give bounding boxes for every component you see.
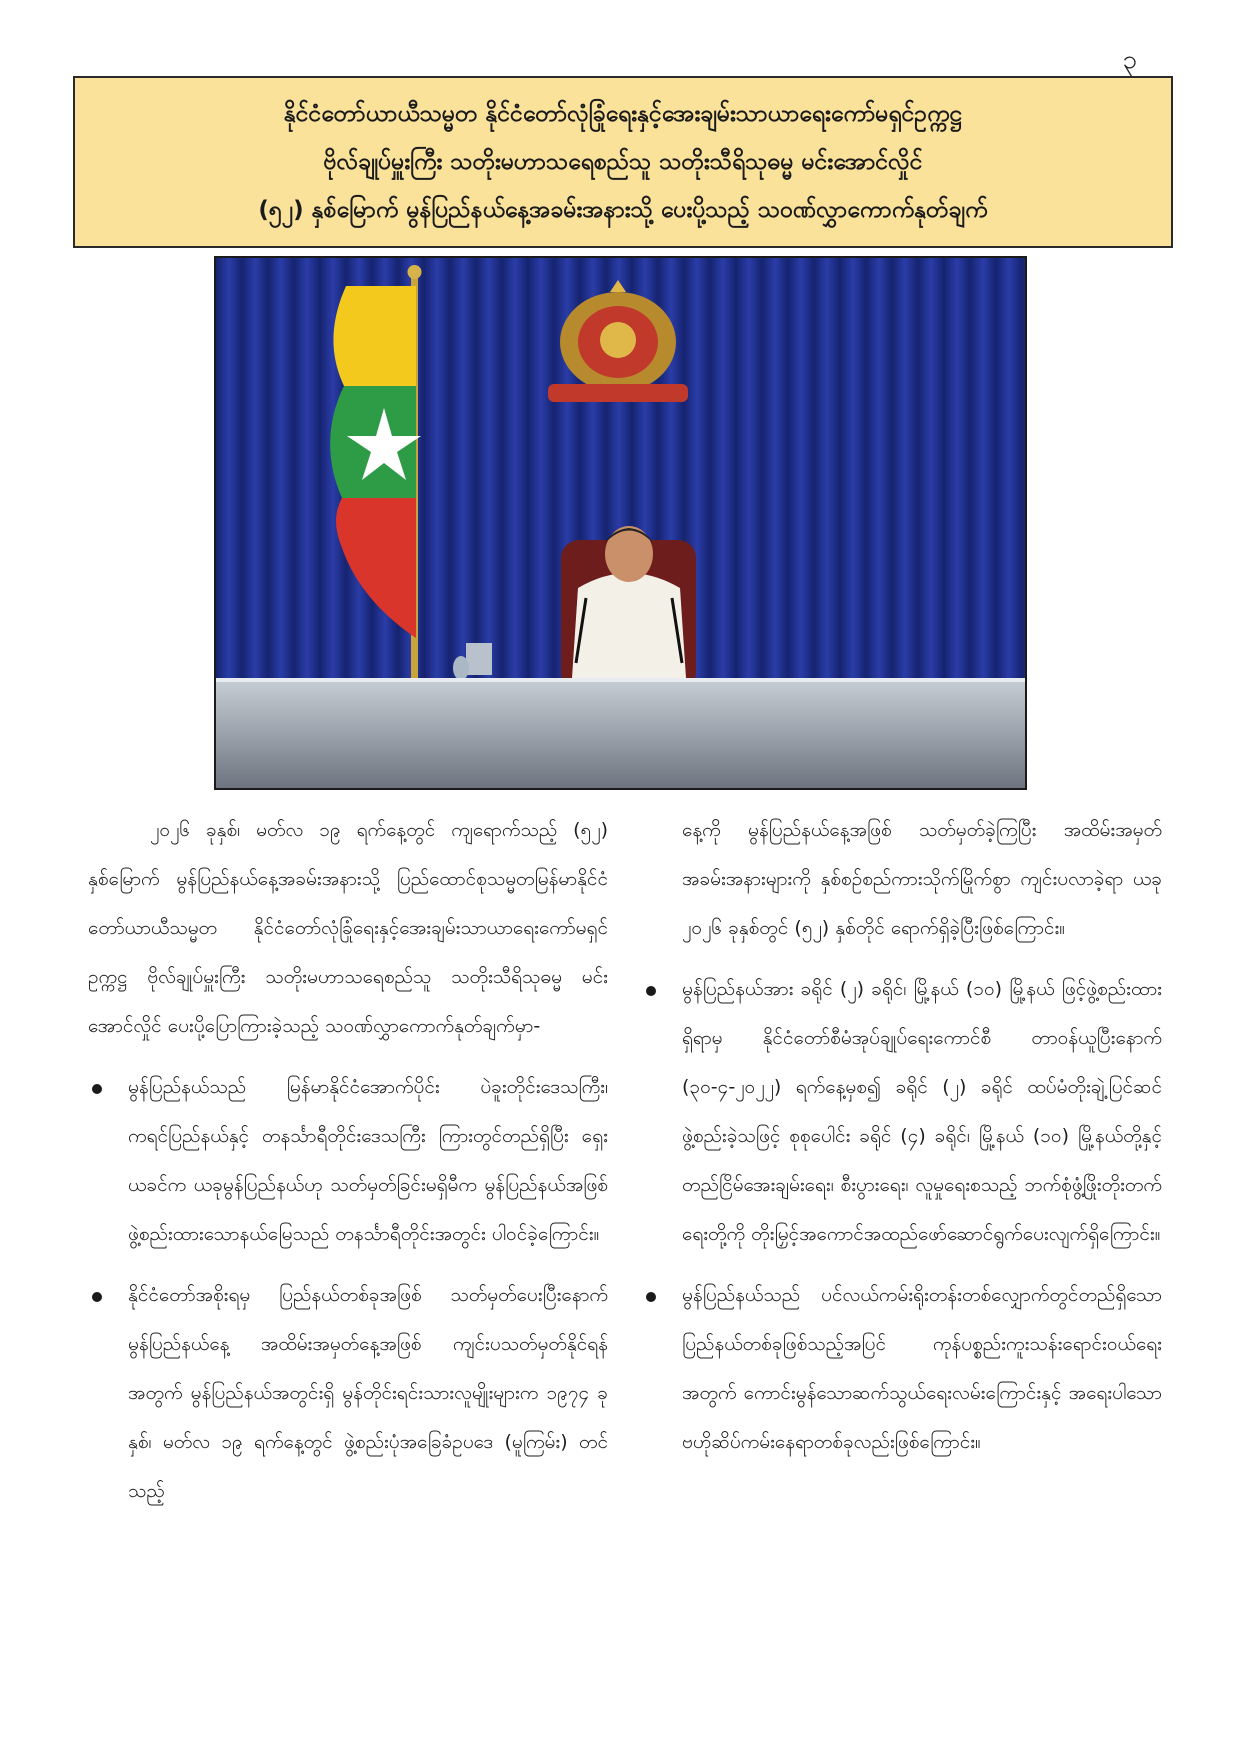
list-item	[88, 1271, 608, 1516]
page-number: ၃	[1122, 45, 1137, 75]
headline-line-2: ဗိုလ်ချုပ်မှူးကြီး သတိုးမဟာသရေစည်သူ သတိုးသီရိသုဓမ္မ မင်းအောင်လှိုင်	[323, 149, 923, 175]
bullet-text: နိုင်ငံတော်အစိုးရမှ ပြည်နယ်တစ်ခုအဖြစ် သတ်မှတ်ပေးပြီးနောက် မွန်ပြည်နယ်နေ့ အထိမ်းအမှတ်နေ့အဖြစ် ကျင်းပသတ်မှတ်နိုင်ရန်အတွက် မွန်ပြည်နယ်အတွင်းရှိ မွန်တိုင်းရင်းသားလူမျိုးများက ၁၉၇၄ ခုနှစ်၊ မတ်လ ၁၉ ရက်နေ့တွင် ဖွဲ့စည်းပုံအခြေခံဥပဒေ (မူကြမ်း) တင်သည့်	[128, 1284, 608, 1502]
bullet-text: မွန်ပြည်နယ်သည် မြန်မာနိုင်ငံအောက်ပိုင်း ပဲခူးတိုင်းဒေသကြီး၊ ကရင်ပြည်နယ်နှင့် တနင်္သာရီတိုင်းဒေသကြီး ကြားတွင်တည်ရှိပြီး ရှေးယခင်က ယခုမွန်ပြည်နယ်ဟု သတ်မှတ်ခြင်းမရှိမီက မွန်ပြည်နယ်အဖြစ် ဖွဲ့စည်းထားသောနယ်မြေသည် တနင်္သာရီတိုင်းအတွင်း ပါဝင်ခဲ့ကြောင်း။	[128, 1076, 608, 1245]
bullet-text: မွန်ပြည်နယ်သည် ပင်လယ်ကမ်းရိုးတန်းတစ်လျှောက်တွင်တည်ရှိသော ပြည်နယ်တစ်ခုဖြစ်သည့်အပြင် ကုန်ပစ္စည်းကူးသန်းရောင်းဝယ်ရေးအတွက် ကောင်းမွန်သောဆက်သွယ်ရေးလမ်းကြောင်းနှင့် အရေးပါသော ဗဟိုဆိပ်ကမ်းနေရာတစ်ခုလည်းဖြစ်ကြောင်း။	[682, 1284, 1162, 1453]
right-column	[642, 806, 1162, 1467]
list-item	[642, 1271, 1162, 1467]
bullet-dot-icon	[92, 1084, 102, 1094]
bullet-dot-icon	[92, 1292, 102, 1302]
list-item	[642, 965, 1162, 1259]
headline-box	[73, 76, 1173, 248]
list-item	[88, 1063, 608, 1259]
continuation-text: နေ့ကို မွန်ပြည်နယ်နေ့အဖြစ် သတ်မှတ်ခဲ့ကြပြီး အထိမ်းအမှတ်အခမ်းအနားများကို နှစ်စဉ်စည်ကားသိုက်မြိုက်စွာ ကျင်းပလာခဲ့ရာ ယခု ၂၀၂၆ ခုနှစ်တွင် (၅၂) နှစ်တိုင် ရောက်ရှိခဲ့ပြီးဖြစ်ကြောင်း။	[682, 819, 1162, 939]
bullet-dot-icon	[646, 986, 656, 996]
photo-official-address-icon	[216, 258, 1025, 788]
bullet-text: မွန်ပြည်နယ်အား ခရိုင် (၂) ခရိုင်၊ မြို့နယ် (၁၀) မြို့နယ် ဖြင့်ဖွဲ့စည်းထားရှိရာမှ နိုင်ငံတော်စီမံအုပ်ချုပ်ရေးကောင်စီ တာဝန်ယူပြီးနောက် (၃၀-၄-၂၀၂၂) ရက်နေ့မှစ၍ ခရိုင် (၂) ခရိုင် ထပ်မံတိုးချဲ့ပြင်ဆင်ဖွဲ့စည်းခဲ့သဖြင့် စုစုပေါင်း ခရိုင် (၄) ခရိုင်၊ မြို့နယ် (၁၀) မြို့နယ်တို့နှင့် တည်ငြိမ်အေးချမ်းရေး၊ စီးပွားရေး၊ လူမှုရေးစသည့် ဘက်စုံဖွံ့ဖြိုးတိုးတက်ရေးတို့ကို တိုးမြှင့်အကောင်အထည်ဖော်ဆောင်ရွက်ပေးလျက်ရှိကြောင်း။	[682, 978, 1162, 1245]
left-column	[88, 806, 608, 1516]
intro-paragraph: ၂၀၂၆ ခုနှစ်၊ မတ်လ ၁၉ ရက်နေ့တွင် ကျရောက်သည့် (၅၂) နှစ်မြောက် မွန်ပြည်နယ်နေ့အခမ်းအနားသို့ ပြည်ထောင်စုသမ္မတမြန်မာနိုင်ငံတော်ယာယီသမ္မတ နိုင်ငံတော်လုံခြုံရေးနှင့်အေးချမ်းသာယာရေးကော်မရှင်ဥက္ကဋ္ဌ ဗိုလ်ချုပ်မှူးကြီး သတိုးမဟာသရေစည်သူ သတိုးသီရိသုဓမ္မ မင်းအောင်လှိုင် ပေးပို့ပြောကြားခဲ့သည့် သဝဏ်လွှာကောက်နုတ်ချက်မှာ-	[88, 819, 608, 1037]
headline-line-1: နိုင်ငံတော်ယာယီသမ္မတ နိုင်ငံတော်လုံခြုံရေးနှင့်အေးချမ်းသာယာရေးကော်မရှင်ဥက္ကဋ္ဌ	[283, 101, 963, 127]
list-item-continuation	[642, 806, 1162, 953]
bullet-dot-icon	[646, 1292, 656, 1302]
news-photo	[214, 256, 1027, 790]
headline-line-3: (၅၂) နှစ်မြောက် မွန်ပြည်နယ်နေ့အခမ်းအနားသို့ ပေးပို့သည့် သဝဏ်လွှာကောက်နုတ်ချက်	[258, 197, 988, 223]
